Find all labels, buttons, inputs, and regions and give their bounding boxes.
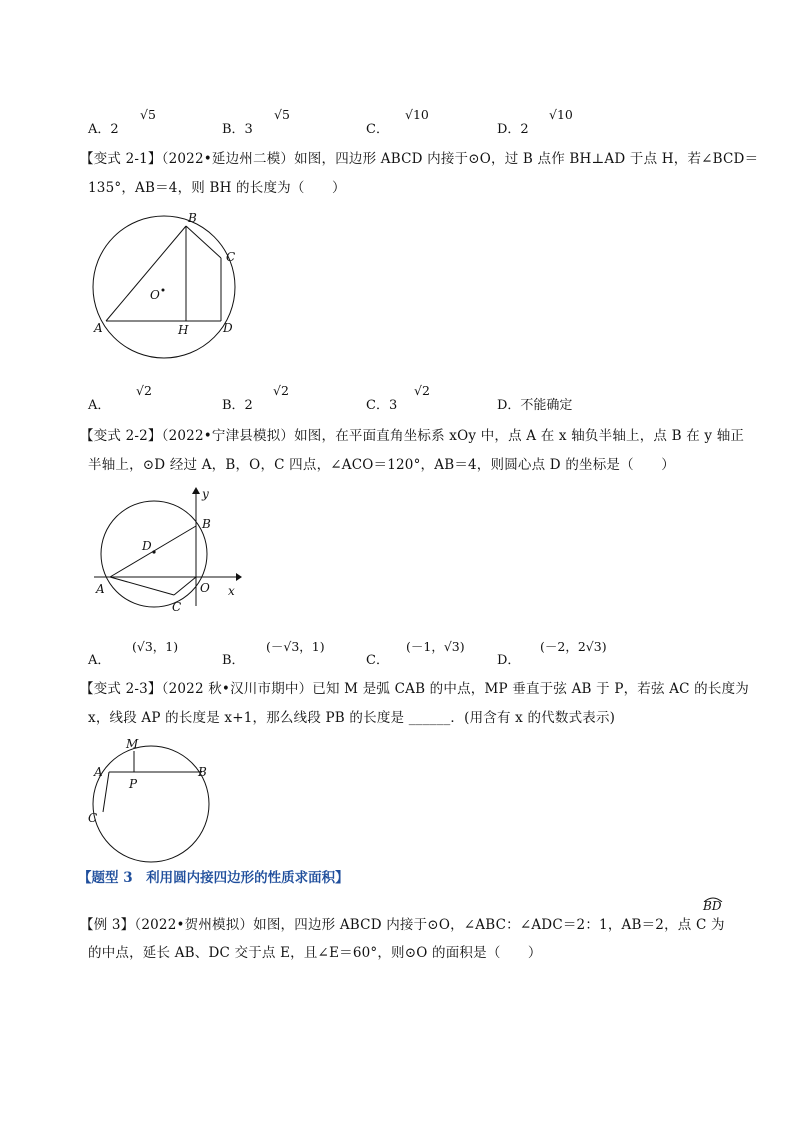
v22-label-o: O bbox=[200, 581, 210, 595]
v23-label-p: P bbox=[129, 777, 138, 791]
v21-option-d: D．不能确定 bbox=[497, 398, 573, 413]
ex3-question-line2: 的中点，延长 AB、DC 交于点 E，且∠E＝60°，则⊙O 的面积是（ ） bbox=[88, 945, 542, 961]
v22-x-axis-arrow bbox=[236, 573, 242, 581]
q1-option-c-radical: √10 bbox=[405, 107, 429, 122]
v21-segment-bc bbox=[186, 226, 221, 258]
v21-option-b-radical: √2 bbox=[273, 383, 289, 398]
v22-label-b: B bbox=[202, 517, 211, 531]
v22-question-line1: 【变式 2-2】（2022•宁津县模拟）如图，在平面直角坐标系 xOy 中，点 A 在 x 轴负半轴上，点 B 在 y 轴正 bbox=[80, 428, 745, 444]
v22-label-d: D bbox=[142, 539, 152, 553]
v21-label-h: H bbox=[178, 323, 189, 337]
v21-option-c: C．3 bbox=[366, 398, 398, 413]
v22-label-y: y bbox=[202, 487, 209, 501]
v22-option-c-value: (－1，√3) bbox=[406, 639, 465, 654]
v23-circle bbox=[93, 746, 209, 862]
v21-label-c: C bbox=[226, 250, 236, 264]
ex3-question-line1: 【例 3】（2022•贺州模拟）如图，四边形 ABCD 内接于⊙O，∠ABC：∠ADC＝2：1，AB＝2，点 C 为 bbox=[80, 917, 725, 933]
v23-label-a: A bbox=[94, 765, 103, 779]
v22-option-a: A． bbox=[88, 653, 111, 668]
v21-figure bbox=[88, 208, 248, 368]
v21-label-a: A bbox=[94, 321, 103, 335]
v23-question-line1: 【变式 2-3】（2022 秋•汉川市期中）已知 M 是弧 CAB 的中点，MP 垂直于弦 AB 于 P，若弦 AC 的长度为 bbox=[80, 681, 749, 697]
ex3-arc-symbol bbox=[703, 896, 723, 902]
v22-label-c: C bbox=[172, 600, 182, 614]
v23-figure bbox=[84, 734, 224, 854]
v23-question-line2: x，线段 AP 的长度是 x+1，那么线段 PB 的长度是 ______．(用含有 x 的代数式表示) bbox=[88, 710, 616, 726]
q1-option-b: B．3 bbox=[222, 122, 253, 137]
v22-question-line2: 半轴上，⊙D 经过 A，B，O，C 四点，∠ACO＝120°，AB＝4，则圆心点 D 的坐标是（ ） bbox=[88, 457, 675, 473]
v21-label-d: D bbox=[223, 321, 233, 335]
v22-option-b: B． bbox=[222, 653, 245, 668]
q1-option-d-radical: √10 bbox=[549, 107, 573, 122]
v22-segment-ac bbox=[110, 577, 174, 595]
v22-option-a-value: (√3，1) bbox=[132, 639, 179, 654]
section-3-heading: 【题型 3 利用圆内接四边形的性质求面积】 bbox=[78, 870, 349, 886]
ex3-arc-bd bbox=[703, 899, 721, 913]
v21-center-point bbox=[162, 289, 165, 292]
v22-option-b-value: (－√3，1) bbox=[266, 639, 325, 654]
v23-label-m: M bbox=[126, 737, 139, 751]
v23-chord-ac bbox=[103, 772, 109, 812]
v22-segment-co bbox=[174, 577, 196, 595]
v22-figure bbox=[88, 484, 248, 620]
v22-circle bbox=[101, 501, 207, 607]
v21-label-b: B bbox=[188, 211, 197, 225]
v22-option-d: D． bbox=[497, 653, 521, 668]
q1-option-d: D．2 bbox=[497, 122, 529, 137]
v21-option-a: A． bbox=[88, 398, 111, 413]
v22-label-x: x bbox=[228, 584, 235, 598]
v22-center-point bbox=[152, 550, 155, 553]
v21-circle bbox=[93, 216, 235, 358]
q1-option-c: C． bbox=[366, 122, 389, 137]
q1-option-a-radical: √5 bbox=[140, 107, 156, 122]
v22-y-axis-arrow bbox=[192, 487, 200, 494]
v21-segment-ab bbox=[106, 226, 186, 321]
q1-option-b-radical: √5 bbox=[274, 107, 290, 122]
v21-option-b: B．2 bbox=[222, 398, 253, 413]
v21-option-a-radical: √2 bbox=[136, 383, 152, 398]
v22-option-c: C． bbox=[366, 653, 389, 668]
v21-question-line2: 135°，AB＝4，则 BH 的长度为（ ） bbox=[88, 180, 346, 196]
q1-option-a: A．2 bbox=[88, 122, 119, 137]
ex3-arc-bd-text: BD bbox=[703, 899, 722, 913]
v22-label-a: A bbox=[96, 582, 105, 596]
v23-label-c: C bbox=[88, 811, 98, 825]
v23-label-b: B bbox=[198, 765, 207, 779]
v21-label-o: O bbox=[150, 288, 160, 302]
v22-option-d-value: (－2，2√3) bbox=[540, 639, 607, 654]
v21-question-line1: 【变式 2-1】（2022•延边州二模）如图，四边形 ABCD 内接于⊙O，过 B 点作 BH⊥AD 于点 H，若∠BCD＝ bbox=[80, 151, 759, 167]
v21-option-c-radical: √2 bbox=[414, 383, 430, 398]
